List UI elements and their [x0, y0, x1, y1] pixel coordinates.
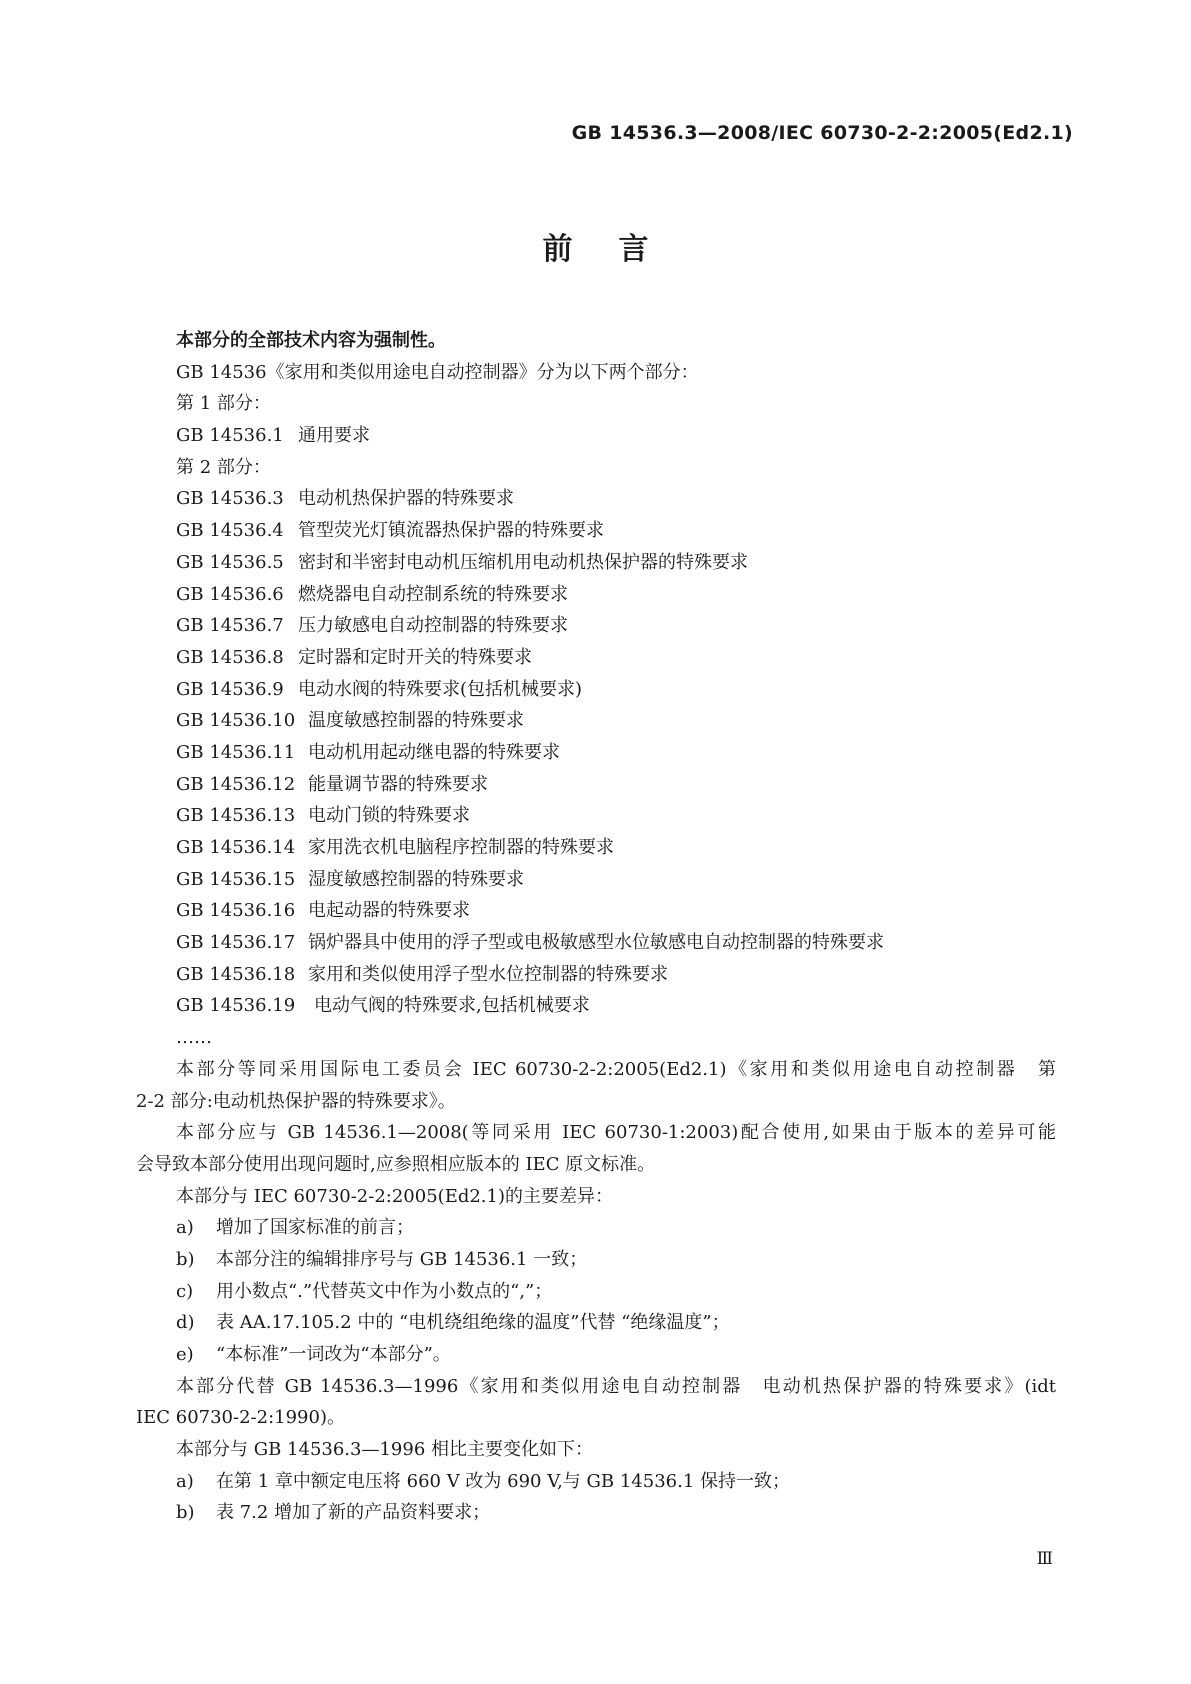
list-item: [136, 610, 1056, 642]
standard-code: GB 14536.10: [176, 710, 296, 732]
standard-code: GB 14536.13: [176, 805, 296, 827]
ellipsis: ……: [176, 1027, 212, 1049]
list-item: [136, 1276, 1056, 1308]
list-item: [136, 515, 1056, 547]
standard-code: GB 14536.4: [176, 520, 284, 542]
standard-title: 电动水阀的特殊要求(包括机械要求): [298, 678, 583, 700]
standard-code: GB 14536.9: [176, 678, 284, 700]
standard-title: 电动门锁的特殊要求: [308, 805, 470, 827]
list-marker: c): [176, 1280, 194, 1302]
header-standard-code: GB 14536.3—2008/IEC 60730-2-2:2005(Ed2.1): [571, 122, 1073, 144]
list-item: [136, 1212, 1056, 1244]
replacement-paragraph-line2: IEC 60730-2-2:1990)。: [136, 1407, 345, 1429]
page-number: Ⅲ: [1036, 1549, 1053, 1569]
part2-label: 第 2 部分：: [176, 456, 271, 478]
standard-title: 压力敏感电自动控制器的特殊要求: [298, 615, 568, 637]
standard-title: 管型荧光灯镇流器热保护器的特殊要求: [298, 520, 604, 542]
list-text: 增加了国家标准的前言；: [216, 1217, 414, 1239]
list-item: [136, 579, 1056, 611]
list-item: [136, 674, 1056, 706]
standard-title: 锅炉器具中使用的浮子型或电极敏感型水位敏感电自动控制器的特殊要求: [308, 932, 884, 954]
standard-code: GB 14536.18: [176, 963, 296, 985]
standard-code: GB 14536.16: [176, 900, 296, 922]
usage-paragraph-line2: 会导致本部分使用出现问题时,应参照相应版本的 IEC 原文标准。: [136, 1153, 656, 1175]
list-marker: a): [176, 1470, 194, 1492]
list-item: [136, 990, 1056, 1022]
standard-title: 通用要求: [298, 425, 370, 447]
list-item: [136, 705, 1056, 737]
list-item: [136, 800, 1056, 832]
standard-title: 电动机用起动继电器的特殊要求: [308, 741, 560, 763]
list-text: 在第 1 章中额定电压将 660 V 改为 690 V,与 GB 14536.1 保持一致；: [216, 1470, 790, 1492]
standard-title: 燃烧器电自动控制系统的特殊要求: [298, 583, 568, 605]
standard-title: 电动机热保护器的特殊要求: [298, 488, 514, 510]
standard-code: GB 14536.6: [176, 583, 284, 605]
standard-code: GB 14536.17: [176, 932, 296, 954]
page-title: 前言: [542, 232, 695, 267]
list-text: “本标准”一词改为“本部分”。: [216, 1344, 451, 1365]
list-item: [136, 832, 1056, 864]
standard-code: GB 14536.14: [176, 837, 296, 858]
standard-code: GB 14536.11: [176, 741, 296, 763]
list-marker: b): [176, 1248, 195, 1270]
list-item: [136, 1244, 1056, 1276]
standard-title: 湿度敏感控制器的特殊要求: [308, 868, 524, 890]
standard-code: GB 14536.8: [176, 646, 284, 668]
list-text: 本部分注的编辑排序号与 GB 14536.1 一致；: [216, 1248, 588, 1270]
list-item: [136, 864, 1056, 896]
adoption-paragraph-line1: 本部分等同采用国际电工委员会 IEC 60730-2-2:2005(Ed2.1)《家用和类似用途电自动控制器 第: [176, 1058, 1056, 1080]
standard-title: 定时器和定时开关的特殊要求: [298, 646, 532, 668]
list-item: [136, 737, 1056, 769]
standard-code: GB 14536.3: [176, 488, 284, 510]
list-text: 表 AA.17.105.2 中的 “电机绕组绝缘的温度”代替 “绝缘温度”；: [216, 1312, 730, 1334]
parts-intro: GB 14536《家用和类似用途电自动控制器》分为以下两个部分：: [176, 361, 699, 383]
list-item: [136, 483, 1056, 515]
list-marker: b): [176, 1502, 195, 1524]
list-item: [136, 642, 1056, 674]
list-marker: d): [176, 1312, 195, 1334]
part1-label: 第 1 部分：: [176, 393, 271, 415]
mandatory-statement: 本部分的全部技术内容为强制性。: [176, 330, 446, 351]
list-item: [136, 769, 1056, 801]
list-item: [136, 1339, 1056, 1371]
standard-title: 能量调节器的特殊要求: [308, 773, 488, 795]
list-item: [136, 927, 1056, 959]
list-text: 表 7.2 增加了新的产品资料要求；: [216, 1502, 491, 1524]
list-item: [136, 1497, 1056, 1529]
standard-code: GB 14536.15: [176, 868, 296, 890]
list-item: [136, 895, 1056, 927]
changes-intro: 本部分与 GB 14536.3—1996 相比主要变化如下：: [176, 1439, 594, 1461]
standard-title: 密封和半密封电动机压缩机用电动机热保护器的特殊要求: [298, 551, 748, 573]
replacement-paragraph-line1: 本部分代替 GB 14536.3—1996《家用和类似用途电自动控制器 电动机热保护器的特殊要求》(idt: [176, 1375, 1056, 1397]
list-marker: e): [176, 1344, 194, 1365]
document-body: [136, 325, 1056, 1529]
adoption-paragraph-line2: 2-2 部分:电动机热保护器的特殊要求》。: [136, 1090, 456, 1112]
standard-title: 家用和类似使用浮子型水位控制器的特殊要求: [308, 963, 668, 985]
list-item: [136, 420, 1056, 452]
list-marker: a): [176, 1217, 194, 1239]
differences-intro: 本部分与 IEC 60730-2-2:2005(Ed2.1)的主要差异：: [176, 1185, 613, 1207]
standard-title: 电起动器的特殊要求: [308, 900, 470, 922]
list-item: [136, 959, 1056, 991]
list-item: [136, 1307, 1056, 1339]
standard-code: GB 14536.7: [176, 615, 284, 637]
standard-title: 温度敏感控制器的特殊要求: [308, 710, 524, 732]
list-item: [136, 1466, 1056, 1498]
standard-code: GB 14536.5: [176, 551, 284, 573]
list-item: [136, 547, 1056, 579]
standard-code: GB 14536.19: [176, 995, 296, 1017]
standard-title: 家用洗衣机电脑程序控制器的特殊要求: [308, 837, 614, 858]
list-text: 用小数点“.”代替英文中作为小数点的“,”；: [216, 1280, 553, 1302]
standard-code: GB 14536.1: [176, 425, 284, 447]
usage-paragraph-line1: 本部分应与 GB 14536.1—2008(等同采用 IEC 60730-1:2003)配合使用,如果由于版本的差异可能: [176, 1122, 1056, 1144]
standard-code: GB 14536.12: [176, 773, 296, 795]
standard-title: 电动气阀的特殊要求,包括机械要求: [314, 995, 590, 1017]
